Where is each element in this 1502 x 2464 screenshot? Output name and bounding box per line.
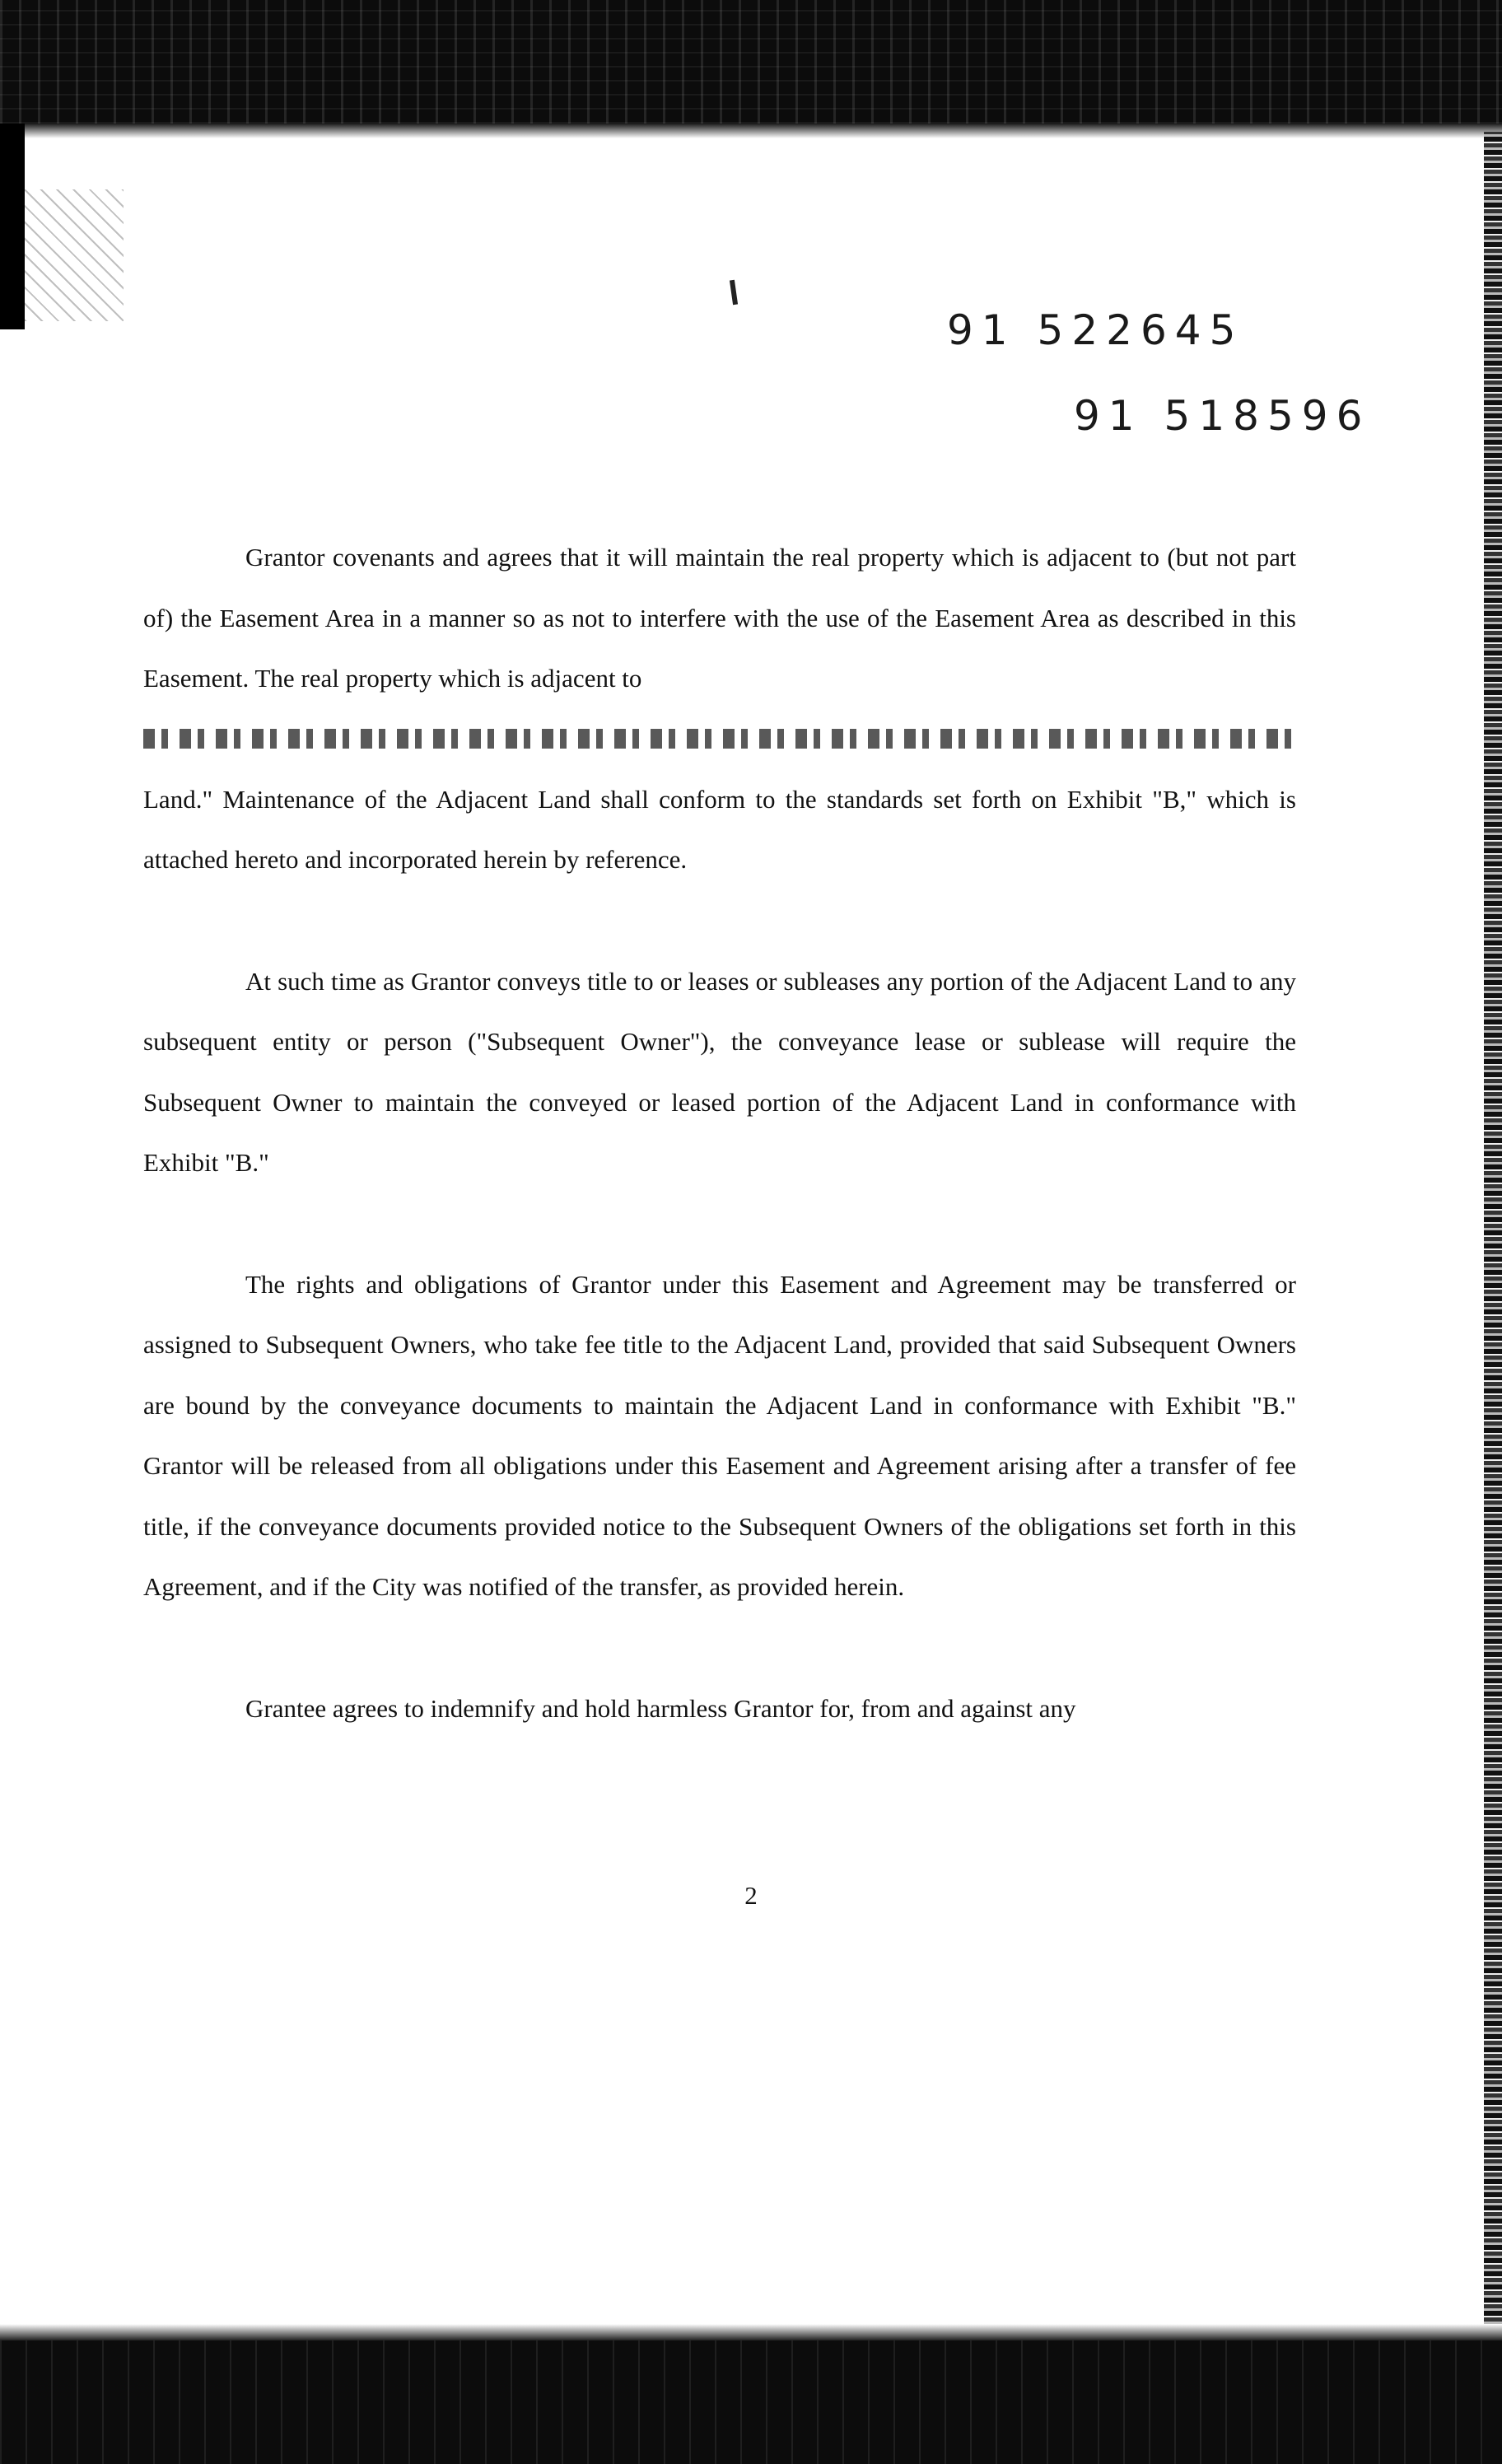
- scan-edge-top: [0, 124, 1502, 138]
- scan-border-left: [0, 124, 25, 329]
- paragraph-subsequent-owner: At such time as Grantor conveys title to or leases or subleases any portion of the Adjacent Land to any subsequent entity or person ("Subsequent Owner"), the conveyance lease or sublease will require the Subsequent Owner to maintain the conveyed or leased portion of the Adjacent Land in conformance with Exhibit "B.": [143, 966, 1296, 1177]
- paragraph-maintenance: [143, 527, 1296, 890]
- scan-speckle-left: [25, 189, 124, 321]
- paragraph-maintenance-text-before: Grantor covenants and agrees that it will maintain the real property which is adjacent to (but not part of) the Easement Area in a manner so as not to interfere with the use of the Easement Area as described in this Easement. The real property which is adjacent to: [143, 543, 1296, 693]
- recording-number-2: 91 518596: [1074, 392, 1371, 440]
- illegible-line: [143, 729, 1296, 749]
- scan-noise-top: [0, 0, 1502, 124]
- scan-border-right: [1484, 132, 1502, 2355]
- paragraph-rights-obligations: The rights and obligations of Grantor under this Easement and Agreement may be transferred or assigned to Subsequent Owners, who take fee title to the Adjacent Land, provided that said Subsequent Owners are bound by the conveyance documents to maintain the Adjacent Land in conformance with Exhibit "B." Grantor will be released from all obligations under this Easement and Agreement arising after a transfer of fee title, if the conveyance documents provided notice to the Subsequent Owners of the obligations set forth in this Agreement, and if the City was notified of the transfer, as provided herein.: [143, 1269, 1296, 1601]
- paragraph-indemnify: Grantee agrees to indemnify and hold harmless Grantor for, from and against any: [245, 1693, 1076, 1723]
- page-number: 2: [744, 1881, 758, 1910]
- recording-number-1: 91 522645: [947, 306, 1244, 354]
- paragraph-maintenance-text-after: Land." Maintenance of the Adjacent Land shall conform to the standards set forth on Exhibit "B," which is attached hereto and incorporated herein by reference.: [143, 784, 1296, 874]
- stray-ink-mark: [730, 280, 738, 306]
- scan-noise-bottom: [0, 2340, 1502, 2464]
- document-body: [143, 527, 1296, 1738]
- scan-edge-bottom: [0, 2324, 1502, 2340]
